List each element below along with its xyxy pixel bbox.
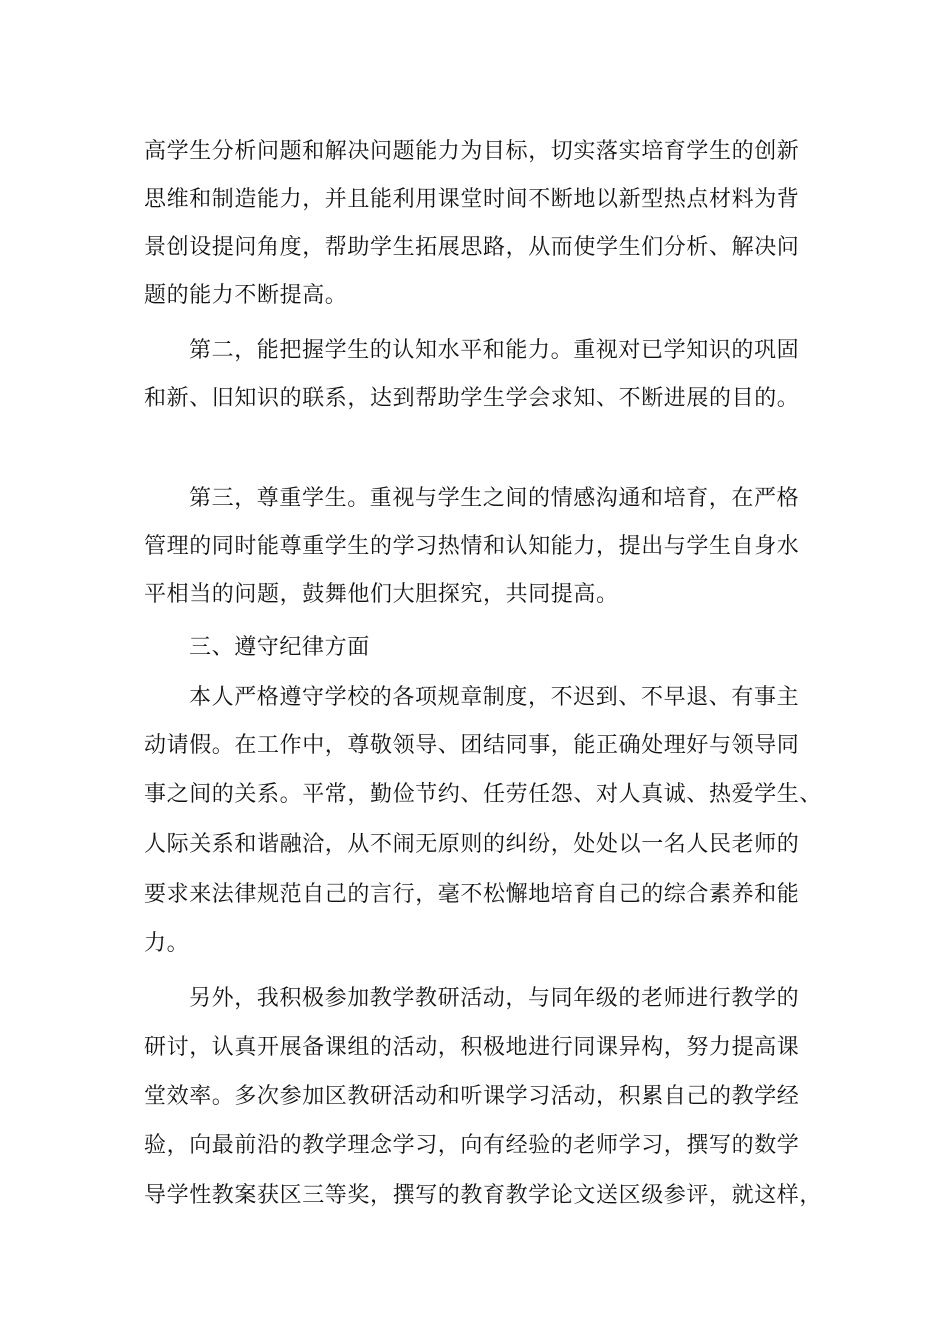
text-line: 堂效率。多次参加区教研活动和听课学习活动，积累自己的教学经 xyxy=(144,1084,800,1109)
text-line: 力。 xyxy=(144,931,190,956)
text-line: 验，向最前沿的教学理念学习，向有经验的老师学习，撰写的数学 xyxy=(144,1133,800,1158)
text-line: 要求来法律规范自己的言行，毫不松懈地培育自己的综合素养和能 xyxy=(144,882,800,907)
text-line: 高学生分析问题和解决问题能力为目标，切实落实培育学生的创新 xyxy=(144,139,800,164)
text-line: 管理的同时能尊重学生的学习热情和认知能力，提出与学生自身水 xyxy=(144,534,800,559)
text-line: 和新、旧知识的联系，达到帮助学生学会求知、不断进展的目的。 xyxy=(144,386,800,411)
text-line: 动请假。在工作中，尊敬领导、团结同事，能正确处理好与领导同 xyxy=(144,733,800,758)
text-line: 事之间的关系。平常，勤俭节约、任劳任怨、对人真诚、热爱学生、 xyxy=(144,782,823,807)
section-heading: 三、遵守纪律方面 xyxy=(189,635,370,660)
text-line: 人际关系和谐融洽，从不闹无原则的纠纷，处处以一名人民老师的 xyxy=(144,832,800,857)
text-line: 思维和制造能力，并且能利用课堂时间不断地以新型热点材料为背 xyxy=(144,187,800,212)
text-line: 题的能力不断提高。 xyxy=(144,283,348,308)
paragraph-first-line: 第二，能把握学生的认知水平和能力。重视对已学知识的巩固 xyxy=(189,338,800,363)
text-line: 研讨，认真开展备课组的活动，积极地进行同课异构，努力提高课 xyxy=(144,1035,800,1060)
paragraph-first-line: 第三，尊重学生。重视与学生之间的情感沟通和培育，在严格 xyxy=(189,486,800,511)
text-line: 景创设提问角度，帮助学生拓展思路，从而使学生们分析、解决问 xyxy=(144,235,800,260)
text-line: 导学性教案获区三等奖，撰写的教育教学论文送区级参评，就这样， xyxy=(144,1183,823,1208)
paragraph-first-line: 另外，我积极参加教学教研活动，与同年级的老师进行教学的 xyxy=(189,986,800,1011)
text-line: 平相当的问题，鼓舞他们大胆探究，共同提高。 xyxy=(144,582,619,607)
paragraph-first-line: 本人严格遵守学校的各项规章制度，不迟到、不早退、有事主 xyxy=(189,685,800,710)
